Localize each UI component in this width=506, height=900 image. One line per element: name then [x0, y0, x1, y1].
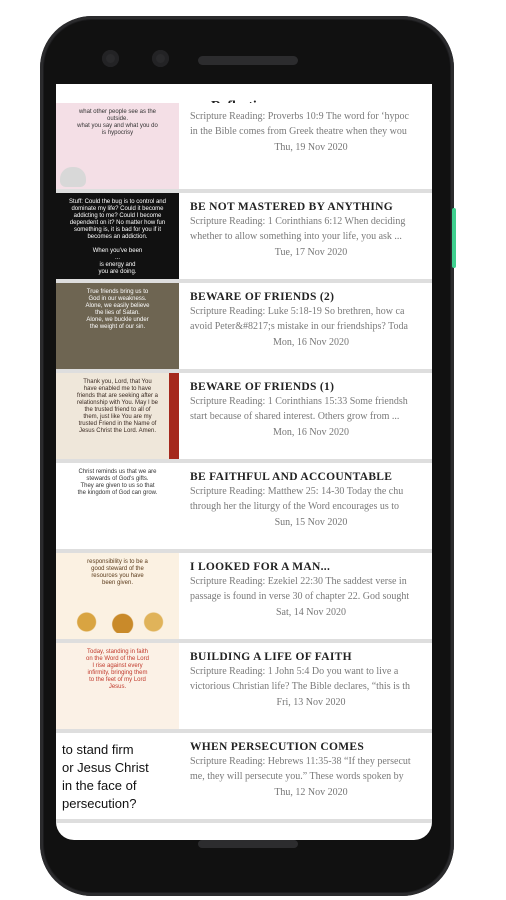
list-item-excerpt: Scripture Reading: 1 Corinthians 15:33 Some friendsh	[190, 396, 408, 407]
front-camera-icon	[102, 50, 119, 67]
list-item-excerpt: Scripture Reading: Ezekiel 22:30 The saddest verse in	[190, 576, 407, 587]
list-item-excerpt: Scripture Reading: Matthew 25: 14-30 Today the chu	[190, 486, 404, 497]
thumbnail-text: friends that are seeking after a	[76, 393, 159, 399]
list-item-excerpt: victorious Christian life? The Bible declares, “this is th	[190, 681, 411, 692]
thumbnail-image	[56, 463, 179, 549]
list-item-date: Mon, 16 Nov 2020	[272, 337, 350, 348]
list-item-date: Tue, 17 Nov 2020	[274, 247, 348, 258]
thumbnail-text: dependent on it? No matter how fun	[69, 220, 166, 226]
list-item-excerpt: in the Bible comes from Greek theatre when they wou	[190, 126, 407, 137]
list-item-content	[179, 643, 432, 729]
list-item-title: BE NOT MASTERED BY ANYTHING	[190, 201, 393, 213]
thumbnail-text: the trusted friend to all of	[84, 407, 151, 413]
list-item-excerpt: Scripture Reading: 1 John 5:4 Do you want to live a	[190, 666, 399, 677]
thumbnail-text: resources you have	[91, 573, 144, 579]
thumbnail-text: trusted Friend in the Name of	[78, 421, 157, 427]
thumbnail-text: ...	[114, 255, 120, 261]
list-item-excerpt: Scripture Reading: 1 Corinthians 6:12 When deciding	[190, 216, 406, 227]
thumbnail-text: Jesus.	[108, 684, 127, 690]
list-item[interactable]	[56, 643, 432, 733]
thumbnail-text: to the feet of my Lord	[89, 677, 146, 683]
list-item-excerpt: avoid Peter&#8217;s mistake in our friendships? Toda	[190, 321, 408, 332]
list-item[interactable]	[56, 193, 432, 283]
list-item-title: WHEN PERSECUTION COMES	[190, 741, 365, 753]
thumbnail-text: outside.	[106, 116, 128, 122]
list-item-title: BEWARE OF FRIENDS (2)	[190, 291, 335, 303]
thumbnail-text: been given.	[101, 580, 134, 586]
thumbnail-image	[56, 283, 179, 369]
list-item-content	[179, 553, 432, 639]
thumbnail-text: in the face of	[62, 778, 137, 793]
skull-icon	[60, 167, 86, 187]
list-item-content	[179, 373, 432, 459]
thumbnail-text: Jesus Christ the Lord. Amen.	[78, 428, 157, 434]
list-item-excerpt: whether to allow something into your life, you ask ...	[190, 231, 402, 242]
app-screen	[56, 84, 432, 840]
thumbnail-text: persecution?	[62, 796, 137, 811]
list-item[interactable]	[56, 373, 432, 463]
list-item[interactable]	[56, 283, 432, 373]
list-item-excerpt: start because of shared interest. Others grow from ...	[190, 411, 400, 422]
thumbnail-text: the kingdom of God can grow.	[77, 490, 158, 496]
thumbnail-image	[56, 733, 179, 819]
thumbnail-text: is hypocrisy	[101, 130, 134, 136]
thumbnail-text: or Jesus Christ	[62, 760, 149, 775]
list-item-date: Mon, 16 Nov 2020	[272, 427, 350, 438]
front-sensor-icon	[152, 50, 169, 67]
thumbnail-text: relationship with You. May I be	[76, 400, 159, 406]
thumbnail-image	[56, 103, 179, 189]
thumbnail-text: dominate my life? Could it become	[71, 206, 164, 212]
list-item-excerpt: Scripture Reading: Proverbs 10:9 The word for ‘hypoc	[190, 111, 409, 122]
thumbnail-text: Stuff: Could the bug is to control and	[69, 199, 166, 205]
thumbnail-text: on the Word of the Lord	[86, 656, 149, 662]
thumbnail-text: When you've been	[92, 248, 143, 254]
thumbnail-text: is energy and	[99, 262, 136, 268]
list-item[interactable]	[56, 733, 432, 823]
list-item-content	[179, 283, 432, 369]
list-item-date: Thu, 12 Nov 2020	[274, 787, 348, 798]
list-item-excerpt: Scripture Reading: Hebrews 11:35-38 “If they persecut	[190, 756, 411, 767]
list-item-excerpt: passage is found in verse 30 of chapter 22. God sought	[190, 591, 410, 602]
thumbnail-text: True friends bring us to	[86, 289, 149, 295]
thumbnail-text: God in our weakness.	[88, 296, 147, 302]
thumbnail-text: them, just like You are my	[83, 414, 152, 420]
list-item-title: BUILDING A LIFE OF FAITH	[190, 651, 352, 663]
thumbnail-text: stewards of God's gifts.	[86, 476, 149, 482]
side-button[interactable]	[452, 208, 456, 268]
list-item[interactable]	[56, 553, 432, 643]
earpiece-speaker	[198, 56, 298, 65]
thumbnail-image	[56, 373, 179, 459]
thumbnail-text: something is, it is bad for you if it	[73, 227, 162, 233]
bottom-speaker	[198, 840, 298, 848]
list-item-content	[179, 733, 432, 819]
list-item-excerpt: me, they will persecute you.” These words spoken by	[190, 771, 404, 782]
coins-icon	[66, 611, 169, 633]
thumbnail-text: the lies of Satan.	[95, 310, 140, 316]
thumbnail-text: Today, standing in faith	[87, 649, 148, 655]
list-item-excerpt: Scripture Reading: Luke 5:18-19 So brethren, how ca	[190, 306, 405, 317]
thumbnail-text: have enabled me to have	[83, 386, 152, 392]
list-item-excerpt: through her the liturgy of the Word encourages us to	[190, 501, 400, 512]
list-item-date: Sun, 15 Nov 2020	[274, 517, 348, 528]
thumbnail-text: becomes an addiction.	[87, 234, 148, 240]
thumbnail-text: I rise against every	[92, 663, 143, 669]
thumbnail-image	[56, 553, 179, 639]
thumbnail-text: They are given to us so that	[80, 483, 155, 489]
list-item-date: Sat, 14 Nov 2020	[276, 607, 346, 618]
thumbnail-text: you are doing.	[98, 269, 137, 275]
thumbnail-image	[56, 193, 179, 279]
reflections-list[interactable]	[56, 109, 432, 840]
thumbnail-image	[56, 643, 179, 729]
list-item[interactable]	[56, 463, 432, 553]
thumbnail-text: addicting to me? Could I become	[73, 213, 162, 219]
list-item-content	[179, 463, 432, 549]
red-accent-bar	[169, 373, 179, 459]
thumbnail-text: Christ reminds us that we are	[78, 469, 157, 475]
list-item-date: Fri, 13 Nov 2020	[276, 697, 346, 708]
thumbnail-text: to stand firm	[62, 742, 134, 757]
list-item-content	[179, 193, 432, 279]
list-item-title: BE FAITHFUL AND ACCOUNTABLE	[190, 471, 393, 483]
thumbnail-text: what you say and what you do	[77, 123, 158, 129]
thumbnail-text: Alone, we buckle under	[86, 317, 149, 323]
thumbnail-text: infirmity, bringing them	[87, 670, 148, 676]
thumbnail-text: Thank you, Lord, that You	[83, 379, 152, 385]
thumbnail-text: responsibility is to be a	[87, 559, 148, 565]
thumbnail-text: the weight of our sin.	[89, 324, 146, 330]
thumbnail-text: what other people see as the	[78, 109, 157, 115]
list-item[interactable]	[56, 103, 432, 193]
list-item-title: BEWARE OF FRIENDS (1)	[190, 381, 335, 393]
thumbnail-text: good steward of the	[91, 566, 144, 572]
thumbnail-text: Alone, we easily believe	[85, 303, 150, 309]
list-item-title: I LOOKED FOR A MAN...	[190, 561, 331, 573]
list-item-content	[179, 103, 432, 189]
list-item-date: Thu, 19 Nov 2020	[274, 142, 348, 153]
